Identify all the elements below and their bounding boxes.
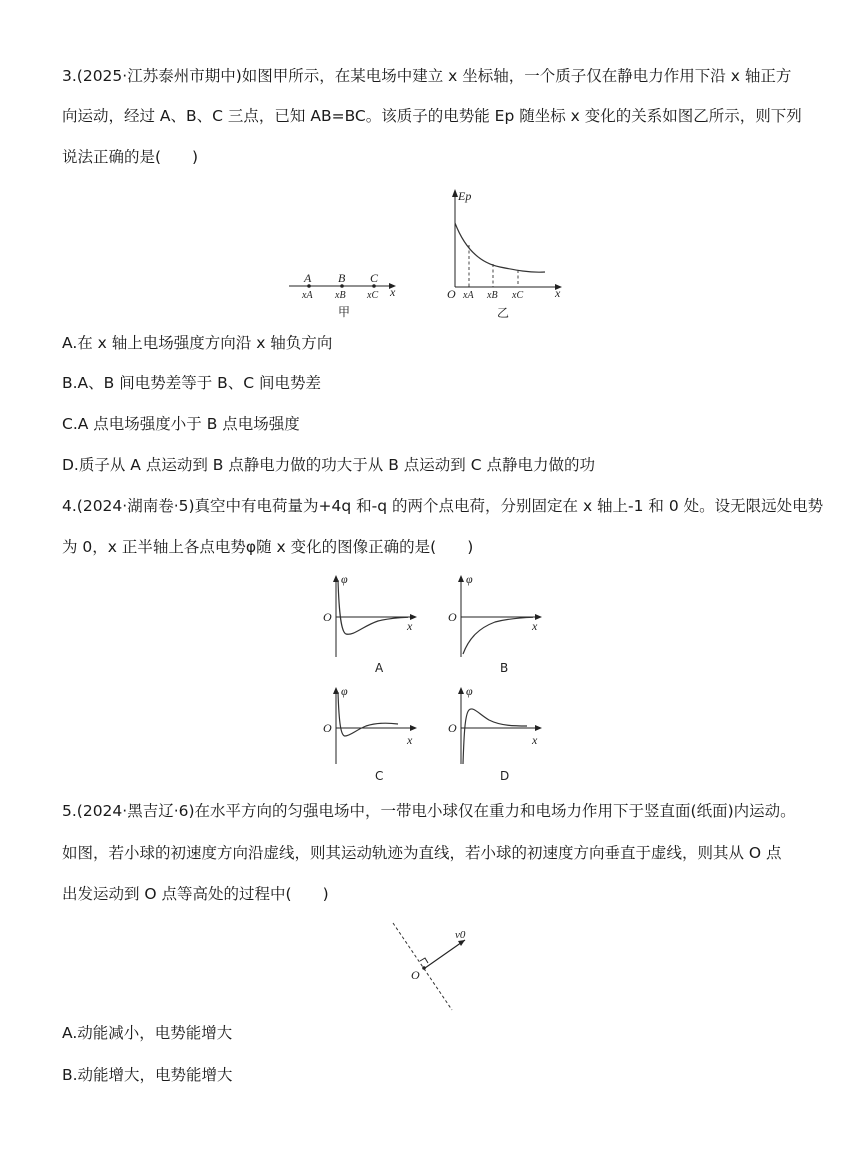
q4-stem-line1: 4.(2024·湖南卷·5)真空中有电荷量为+4q 和-q 的两个点电荷，分别固定在 x 轴上-1 和 0 处。设无限远处电势 (62, 497, 824, 515)
tick-xb: xB (335, 290, 346, 301)
tick-xc: xC (512, 290, 524, 301)
right-angle-mark (420, 958, 428, 963)
axis-label-x: x (390, 285, 396, 299)
x-axis-label: x (555, 286, 561, 300)
q3-stem-line3: 说法正确的是( ) (62, 148, 199, 166)
caption-jia: 甲 (338, 305, 351, 319)
phi-curve (463, 617, 533, 654)
tick-xa: xA (302, 290, 313, 301)
q4-graph-a-svg (318, 572, 418, 677)
x-axis-label: x (407, 619, 413, 633)
q4-graph-c (318, 684, 418, 784)
origin-label: O (323, 610, 332, 624)
velocity-label: v0 (455, 929, 466, 941)
y-axis-label: φ (466, 684, 473, 698)
x-axis-arrow (410, 725, 417, 731)
q3-figure-yi-svg (445, 187, 570, 322)
label-b: B (338, 271, 346, 285)
origin-label: O (447, 287, 456, 301)
caption-c: C (375, 769, 384, 783)
q4-graph-a (318, 572, 418, 677)
q3-option-a: A.在 x 轴上电场强度方向沿 x 轴负方向 (62, 334, 333, 352)
tick-xb: xB (487, 290, 498, 301)
q3-stem-line1: 3.(2025·江苏泰州市期中)如图甲所示，在某电场中建立 x 坐标轴，一个质子仅在静电力作用下沿 x 轴正方 (62, 67, 792, 85)
tick-xa: xA (463, 290, 474, 301)
dashed-line (393, 923, 452, 1010)
q5-option-b: B.动能增大，电势能增大 (62, 1066, 233, 1084)
origin-label: O (448, 721, 457, 735)
y-axis-label: φ (466, 572, 473, 586)
q3-option-c: C.A 点电场强度小于 B 点电场强度 (62, 415, 300, 433)
y-axis-arrow (458, 575, 464, 582)
phi-curve (463, 709, 527, 764)
label-c: C (370, 271, 379, 285)
q5-stem-line1: 5.(2024·黑吉辽·6)在水平方向的匀强电场中，一带电小球仅在重力和电场力作用下于竖直面(纸面)内运动。 (62, 802, 796, 820)
q5-option-a: A.动能减小，电势能增大 (62, 1024, 233, 1042)
q3-option-b: B.A、B 间电势差等于 B、C 间电势差 (62, 374, 322, 392)
q4-graph-c-svg (318, 684, 418, 784)
label-a: A (304, 271, 312, 285)
origin-label: O (411, 968, 420, 982)
origin-label: O (323, 721, 332, 735)
x-axis-label: x (407, 733, 413, 747)
q3-figure-yi (445, 187, 570, 322)
origin-label: O (448, 610, 457, 624)
ep-curve (455, 223, 545, 272)
q5-figure (385, 918, 485, 1018)
x-axis-label: x (532, 733, 538, 747)
q5-stem-line3: 出发运动到 O 点等高处的过程中( ) (62, 885, 329, 903)
phi-curve (338, 580, 408, 634)
x-axis-label: x (532, 619, 538, 633)
q3-figure-jia (285, 268, 405, 323)
y-axis-arrow (458, 687, 464, 694)
q4-graph-b-svg (443, 572, 548, 677)
caption-yi: 乙 (497, 306, 510, 320)
origin-dot (422, 966, 426, 970)
caption-a: A (375, 661, 384, 675)
y-axis-label: φ (341, 572, 348, 586)
x-axis-arrow (535, 725, 542, 731)
q3-figure-jia-svg (285, 268, 405, 323)
velocity-arrow-line (425, 940, 465, 968)
caption-d: D (500, 769, 510, 783)
caption-b: B (500, 661, 509, 675)
q4-graph-d-svg (443, 684, 548, 784)
q5-figure-svg (385, 918, 485, 1018)
y-axis-label: φ (341, 684, 348, 698)
y-axis-label: Ep (458, 189, 472, 203)
q3-option-d: D.质子从 A 点运动到 B 点静电力做的功大于从 B 点运动到 C 点静电力做的功 (62, 456, 595, 474)
q3-stem-line2: 向运动，经过 A、B、C 三点，已知 AB=BC。该质子的电势能 Ep 随坐标 x 变化的关系如图乙所示，则下列 (62, 107, 802, 125)
tick-xc: xC (367, 290, 379, 301)
q4-graph-d (443, 684, 548, 784)
q4-graph-b (443, 572, 548, 677)
q5-stem-line2: 如图，若小球的初速度方向沿虚线，则其运动轨迹为直线，若小球的初速度方向垂直于虚线，则其从 O 点 (62, 844, 782, 862)
phi-curve (338, 692, 398, 736)
q4-stem-line2: 为 0，x 正半轴上各点电势φ随 x 变化的图像正确的是( ) (62, 538, 474, 556)
